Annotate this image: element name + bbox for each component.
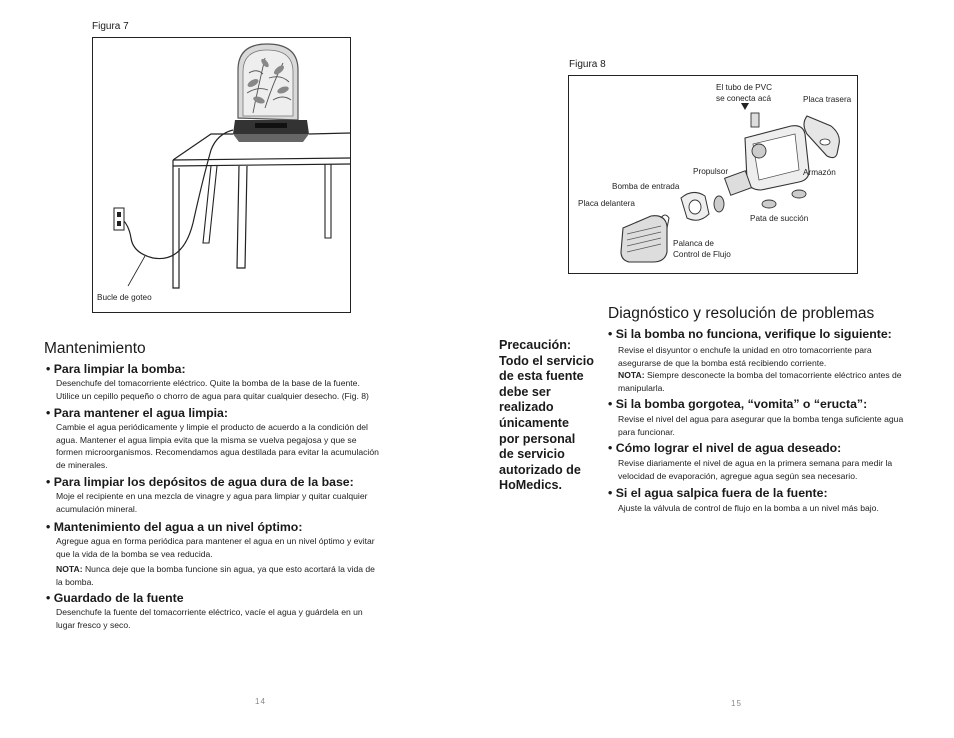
item-optimal-level-head: • Mantenimiento del agua a un nivel óptimo: (46, 520, 303, 534)
item-clean-pump-head: • Para limpiar la bomba: (46, 362, 186, 376)
item-pump-not-working-body: Revise el disyuntor o enchufe la unidad en otro tomacorriente para asegurarse de que la bomba está recibiendo corriente. NOTA: Siempre desconecte la bomba del tomacorriente eléctrico antes de manipularla. (618, 345, 902, 393)
item-hard-water-head: • Para limpiar los depósitos de agua dura de la base: (46, 475, 354, 489)
item-optimal-level-body: Agregue agua en forma periódica para mantener el agua en un nivel óptimo y evitar que la vida de la bomba se vea reducida. NOTA: Nunca deje que la bomba funcione sin agua, ya que esto acortará la vida de la bomba. (56, 536, 375, 587)
item-clean-pump-body: Desenchufe del tomacorriente eléctrico. Quite la bomba de la base de la fuente. Utilice un cepillo pequeño o chorro de agua para quitar cualquier desecho. (Fig. 8) (56, 378, 369, 401)
item-splash-head: • Si el agua salpica fuera de la fuente: (608, 486, 828, 500)
item-pump-not-working-head: • Si la bomba no funciona, verifique lo siguiente: (608, 327, 892, 341)
item-water-level-body: Revise diariamente el nivel de agua en la primera semana para medir la velocidad de evaporación, agregue agua según sea necesario. (618, 458, 893, 481)
pvc-callout: El tubo de PVC se conecta acá (716, 83, 772, 103)
figure8-label: Figura 8 (569, 59, 606, 70)
figure8-illustration (568, 75, 858, 274)
item-water-level-head: • Cómo lograr el nivel de agua deseado: (608, 441, 842, 455)
item-splash-body: Ajuste la válvula de control de flujo en la bomba a un nivel más bajo. (618, 503, 879, 513)
back-plate-callout: Placa trasera (803, 95, 852, 104)
page-number-right: 15 (731, 699, 742, 708)
item-storage-head: • Guardado de la fuente (46, 591, 184, 605)
figure7-label: Figura 7 (92, 21, 129, 32)
troubleshooting-title: Diagnóstico y resolución de problemas (608, 305, 875, 322)
item-hard-water-body: Moje el recipiente en una mezcla de vinagre y agua para limpiar y quitar cualquier acumulación mineral. (56, 491, 368, 514)
figure7-illustration (92, 37, 351, 313)
item-gurgle-body: Revise el nivel del agua para asegurar que la bomba tenga suficiente agua para funcionar. (618, 414, 904, 437)
impeller-callout: Propulsor (693, 167, 729, 176)
inlet-pump-callout: Bomba de entrada (612, 182, 680, 191)
item-keep-clean-head: • Para mantener el agua limpia: (46, 406, 228, 420)
caution-block: Precaución: Todo el servicio de esta fuente debe ser realizado únicamente por personal de servicio autorizado de HoMedics. (499, 338, 594, 493)
item-keep-clean-body: Cambie el agua periódicamente y limpie el producto de acuerdo a la condición del agua. Mantener el agua limpia evita que la misma se vuelva pegajosa y que se formen microorganismos. Recomendamos agua destilada para evitar la acumulación de minerales. (56, 422, 379, 470)
maintenance-title: Mantenimiento (44, 340, 146, 357)
item-gurgle-head: • Si la bomba gorgotea, “vomita” o “eructa”: (608, 397, 868, 411)
suction-foot-callout: Pata de succión (750, 214, 809, 223)
front-plate-callout: Placa delantera (578, 199, 635, 208)
fountain-table-drawing (93, 38, 350, 312)
flow-lever-callout: Palanca de Control de Flujo (673, 239, 731, 259)
page-number-left: 14 (255, 697, 266, 706)
housing-callout: Armazón (803, 168, 836, 177)
drip-loop-callout: Bucle de goteo (97, 293, 152, 302)
item-storage-body: Desenchufe la fuente del tomacorriente eléctrico, vacíe el agua y guárdela en un lugar fresco y seco. (56, 607, 363, 630)
